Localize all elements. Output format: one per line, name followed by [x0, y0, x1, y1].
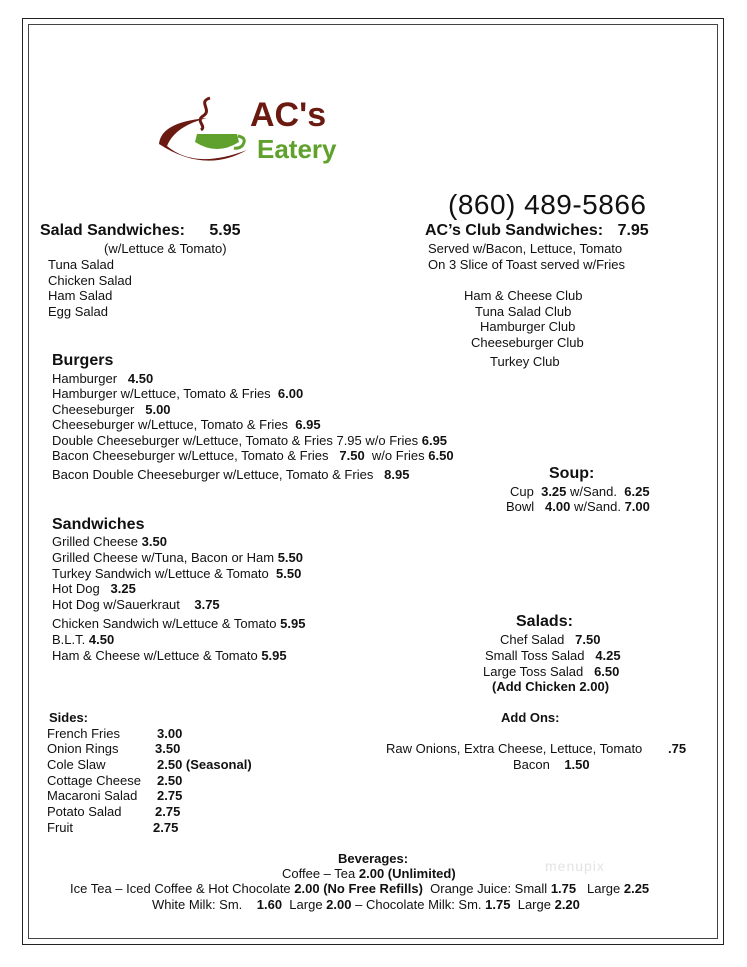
addons-title: Add Ons:	[501, 710, 560, 725]
list-item: Tuna Salad	[48, 257, 115, 272]
sides-title: Sides:	[49, 710, 89, 725]
item-price: 3.50	[155, 741, 181, 756]
list-item: Chef Salad 7.50	[500, 632, 601, 647]
list-item: Cottage Cheese	[47, 773, 141, 788]
salad-sandwiches-note: (w/Lettuce & Tomato)	[104, 241, 227, 256]
item-price: 2.50	[157, 773, 183, 788]
list-item: Bacon 1.50	[513, 757, 590, 772]
item-price: 2.50 (Seasonal)	[157, 757, 252, 772]
phone-number: (860) 489-5866	[448, 189, 647, 220]
soup-row: Cup 3.25 w/Sand. 6.25	[510, 484, 650, 499]
list-item: Hot Dog 3.25	[52, 581, 136, 596]
section-title: Salad Sandwiches:	[40, 222, 185, 239]
list-item: Hamburger Club	[480, 319, 576, 334]
list-item: Bacon Double Cheeseburger w/Lettuce, Tomato & Fries 8.95	[52, 467, 410, 482]
list-item: Turkey Club	[490, 354, 560, 369]
list-item: Potato Salad	[47, 804, 122, 819]
list-item: Grilled Cheese w/Tuna, Bacon or Ham 5.50	[52, 550, 303, 565]
list-item: Cole Slaw	[47, 757, 106, 772]
item-price: 2.75	[155, 804, 181, 819]
list-item: Ham & Cheese Club	[464, 288, 583, 303]
list-item: Hamburger w/Lettuce, Tomato & Fries 6.00	[52, 386, 304, 401]
club-note-2: On 3 Slice of Toast served w/Fries	[428, 257, 626, 272]
list-item: Cheeseburger Club	[471, 335, 584, 350]
list-item: Ham & Cheese w/Lettuce & Tomato 5.95	[52, 648, 287, 663]
item-price: 3.00	[157, 726, 183, 741]
logo-text-eatery: Eatery	[257, 134, 337, 164]
list-item: Tuna Salad Club	[475, 304, 572, 319]
sandwiches-title: Sandwiches	[52, 516, 145, 533]
list-item: Hot Dog w/Sauerkraut 3.75	[52, 597, 220, 612]
list-item: Fruit	[47, 820, 73, 835]
beverage-line-1: Coffee – Tea 2.00 (Unlimited)	[282, 866, 456, 881]
club-sandwiches-title	[425, 222, 649, 240]
section-title: AC’s Club Sandwiches:	[425, 222, 604, 239]
list-item: Cheeseburger w/Lettuce, Tomato & Fries 6.95	[52, 417, 321, 432]
list-item: Chicken Sandwich w/Lettuce & Tomato 5.95	[52, 616, 306, 631]
list-item: Hamburger 4.50	[52, 371, 154, 386]
beverage-line-3: White Milk: Sm. 1.60 Large 2.00 – Chocolate Milk: Sm. 1.75 Large 2.20	[152, 897, 580, 912]
beverages-title: Beverages:	[338, 851, 409, 866]
burgers-title: Burgers	[52, 352, 114, 369]
soup-title: Soup:	[549, 465, 595, 482]
list-item: Egg Salad	[48, 304, 108, 319]
list-item: Macaroni Salad	[47, 788, 138, 803]
list-item: Chicken Salad	[48, 273, 132, 288]
item-price: 2.75	[157, 788, 183, 803]
list-item: Large Toss Salad 6.50	[483, 664, 620, 679]
logo	[155, 92, 390, 170]
list-item: B.L.T. 4.50	[52, 632, 115, 647]
salads-title: Salads:	[516, 613, 573, 630]
list-item: Raw Onions, Extra Cheese, Lettuce, Tomato	[386, 741, 643, 756]
salad-sandwiches-title	[40, 222, 241, 240]
list-item: Cheeseburger 5.00	[52, 402, 171, 417]
list-item: French Fries	[47, 726, 120, 741]
list-item: Grilled Cheese 3.50	[52, 534, 167, 549]
item-price: 2.75	[153, 820, 179, 835]
list-item: Bacon Cheeseburger w/Lettuce, Tomato & Fries 7.50 w/o Fries 6.50	[52, 448, 454, 463]
list-item: Ham Salad	[48, 288, 113, 303]
list-item: Turkey Sandwich w/Lettuce & Tomato 5.50	[52, 566, 302, 581]
section-price: 5.95	[209, 222, 241, 239]
item-price: .75	[668, 741, 687, 756]
list-item: Double Cheeseburger w/Lettuce, Tomato & Fries 7.95 w/o Fries 6.95	[52, 433, 448, 448]
logo-text-acs: AC's	[250, 96, 327, 134]
coffee-cup-icon	[155, 92, 255, 170]
watermark: menupix	[545, 858, 605, 874]
club-note-1: Served w/Bacon, Lettuce, Tomato	[428, 241, 623, 256]
beverage-line-2: Ice Tea – Iced Coffee & Hot Chocolate 2.00 (No Free Refills) Orange Juice: Small 1.75 Large 2.25	[70, 881, 650, 896]
list-item: Onion Rings	[47, 741, 119, 756]
soup-row: Bowl 4.00 w/Sand. 7.00	[506, 499, 650, 514]
section-price: 7.95	[617, 222, 649, 239]
salads-note: (Add Chicken 2.00)	[492, 679, 610, 694]
list-item: Small Toss Salad 4.25	[485, 648, 621, 663]
